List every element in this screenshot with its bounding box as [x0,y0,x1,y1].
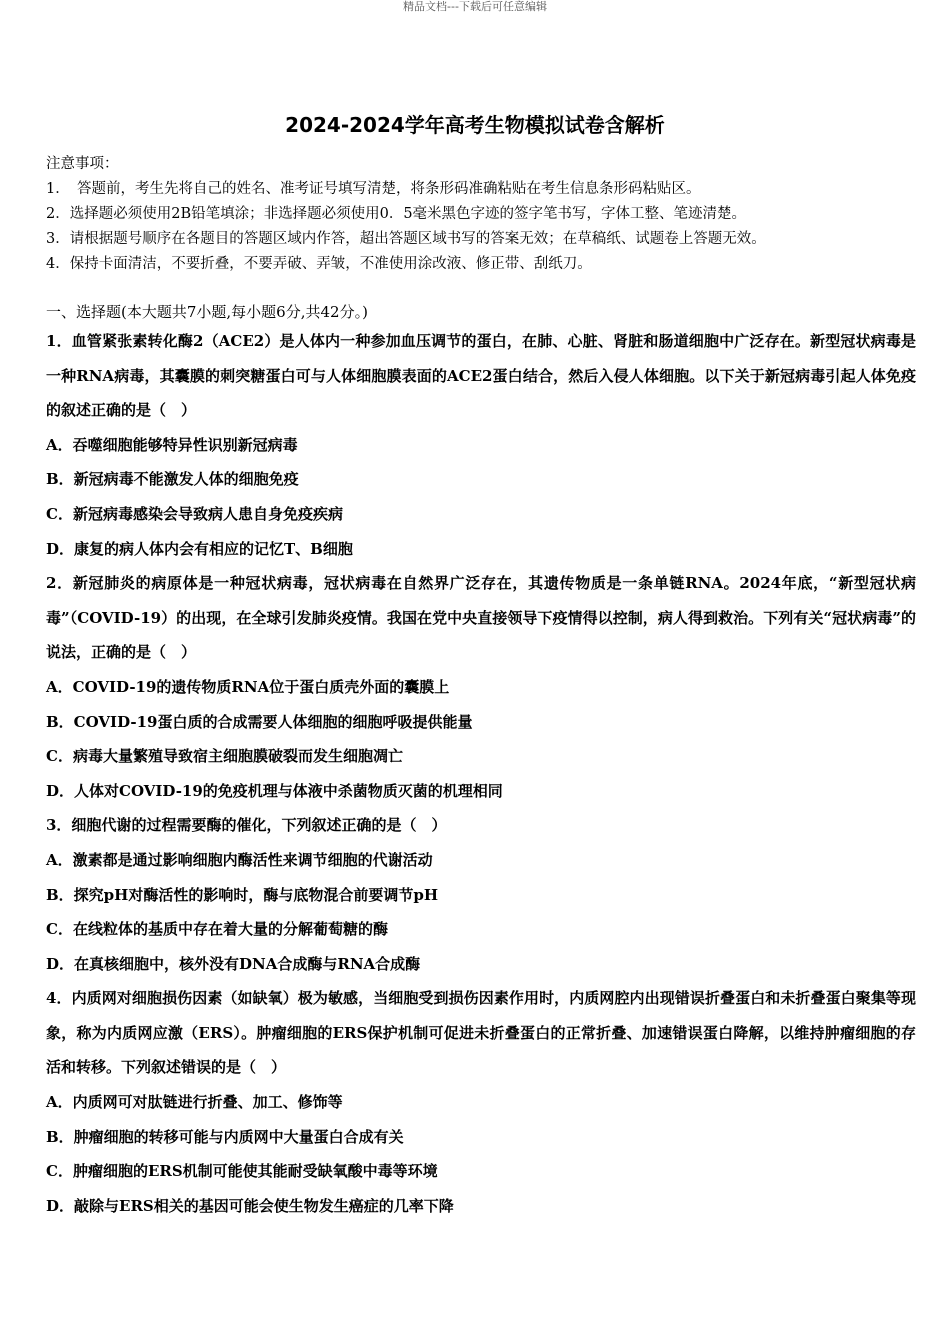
option-d: D．人体对COVID-19的免疫机理与体液中杀菌物质灭菌的机理相同 [46,781,503,800]
question-stem: 3．细胞代谢的过程需要酶的催化，下列叙述正确的是（ ） [46,816,447,835]
question-list [46,324,916,1223]
notice-section [46,152,916,277]
notice-item: 4．保持卡面清洁，不要折叠，不要弄破、弄皱，不准使用涂改液、修正带、刮纸刀。 [46,256,592,272]
option-a: A．内质网可对肽链进行折叠、加工、修饰等 [46,1093,343,1112]
header-note: 精品文档---下载后可任意编辑 [403,0,547,13]
option-a: A．激素都是通过影响细胞内酶活性来调节细胞的代谢活动 [46,850,433,869]
option-c: C．肿瘤细胞的ERS机制可能使其能耐受缺氧酸中毒等环境 [46,1162,438,1181]
option-b: B．COVID-19蛋白质的合成需要人体细胞的细胞呼吸提供能量 [46,712,473,731]
option-d: D．康复的病人体内会有相应的记忆T、B细胞 [46,539,353,558]
option-c: C．新冠病毒感染会导致病人患自身免疫疾病 [46,504,343,523]
option-d: D．在真核细胞中，核外没有DNA合成酶与RNA合成酶 [46,954,421,973]
notice-item: 3．请根据题号顺序在各题目的答题区域内作答，超出答题区域书写的答案无效；在草稿纸、试题卷上答题无效。 [46,231,766,247]
option-d: D．敲除与ERS相关的基因可能会使生物发生癌症的几率下降 [46,1196,454,1215]
page-title: 2024-2024学年高考生物模拟试卷含解析 [285,113,665,137]
option-a: A．吞噬细胞能够特异性识别新冠病毒 [46,435,298,454]
option-c: C．在线粒体的基质中存在着大量的分解葡萄糖的酶 [46,920,388,939]
option-b: B．新冠病毒不能激发人体的细胞免疫 [46,470,299,489]
option-c: C．病毒大量繁殖导致宿主细胞膜破裂而发生细胞凋亡 [46,747,403,766]
option-a: A．COVID-19的遗传物质RNA位于蛋白质壳外面的囊膜上 [46,677,450,696]
notice-item: 1． 答题前，考生先将自己的姓名、准考证号填写清楚，将条形码准确粘贴在考生信息条形码粘贴区。 [46,181,701,197]
notice-item: 2．选择题必须使用2B铅笔填涂；非选择题必须使用0．5毫米黑色字迹的签字笔书写，字体工整、笔迹清楚。 [46,206,747,222]
question-1 [46,324,916,566]
option-b: B．探究pH对酶活性的影响时，酶与底物混合前要调节pH [46,885,439,904]
question-4 [46,981,916,1223]
option-b: B．肿瘤细胞的转移可能与内质网中大量蛋白合成有关 [46,1127,404,1146]
section-heading: 一、选择题(本大题共7小题,每小题6分,共42分。) [46,303,368,321]
notice-heading: 注意事项： [46,156,119,172]
question-stem: 2．新冠肺炎的病原体是一种冠状病毒，冠状病毒在自然界广泛存在，其遗传物质是一条单链RNA。2024年底，“新型冠状病毒”（COVID-19）的出现，在全球引发肺炎疫情。我国在党中央直接领导下疫情得以控制，病人得到救治。下列有关“冠状病毒”的说法，正确的是（ ） [46,574,916,662]
question-3 [46,808,916,981]
question-stem: 4．内质网对细胞损伤因素（如缺氧）极为敏感，当细胞受到损伤因素作用时，内质网腔内出现错误折叠蛋白和未折叠蛋白聚集等现象，称为内质网应激（ERS）。肿瘤细胞的ERS保护机制可促进未折叠蛋白的正常折叠、加速错误蛋白降解，以维持肿瘤细胞的存活和转移。下列叙述错误的是（ ） [46,989,916,1077]
question-2 [46,566,916,808]
question-stem: 1．血管紧张素转化酶2（ACE2）是人体内一种参加血压调节的蛋白，在肺、心脏、肾脏和肠道细胞中广泛存在。新型冠状病毒是一种RNA病毒，其囊膜的刺突糖蛋白可与人体细胞膜表面的ACE2蛋白结合，然后入侵人体细胞。以下关于新冠病毒引起人体免疫的叙述正确的是（ ） [46,332,916,420]
